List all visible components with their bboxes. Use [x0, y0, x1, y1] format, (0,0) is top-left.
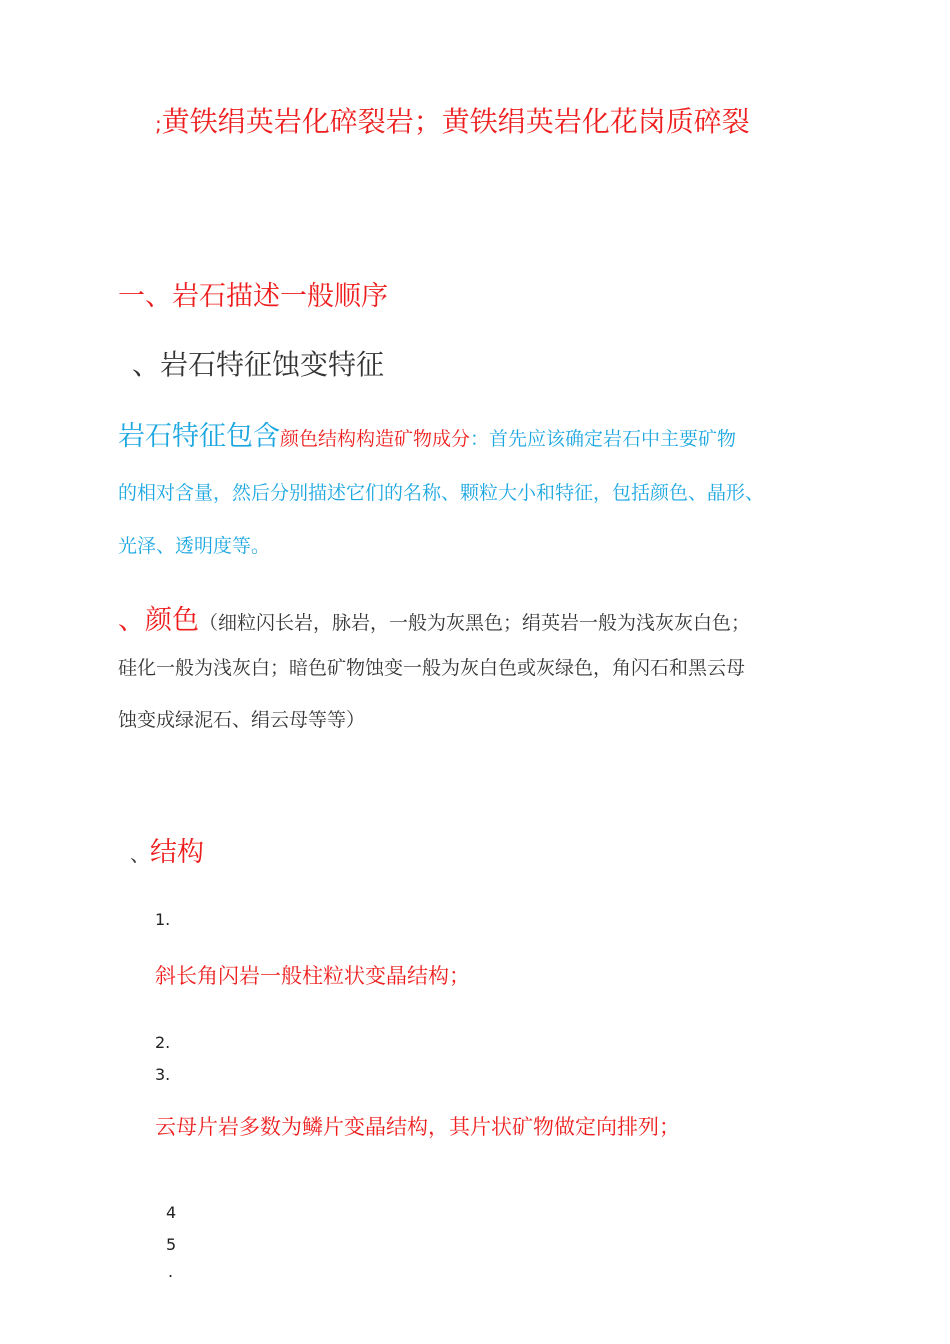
color-line-1-text: （细粒闪长岩，脉岩，一般为灰黑色；绢英岩一般为浅灰灰白色； — [199, 612, 751, 634]
list-item-3: 云母片岩多数为鳞片变晶结构，其片状矿物做定向排列； — [155, 1115, 680, 1139]
list-number-2: 2. — [155, 1033, 171, 1052]
features-line-3: 光泽、透明度等。 — [118, 535, 271, 557]
structure-heading-text: 结构 — [150, 837, 204, 868]
color-line-2: 硅化一般为浅灰白；暗色矿物蚀变一般为灰白色或灰绿色，角闪石和黑云母 — [118, 657, 746, 679]
color-line-1 — [118, 598, 750, 637]
section-heading-1: 一、岩石描述一般顺序 — [118, 281, 388, 312]
list-item-1: 斜长角闪岩一般柱粒状变晶结构； — [155, 964, 470, 988]
color-line-3: 蚀变成绿泥石、绢云母等等） — [118, 709, 366, 731]
color-heading: 颜色 — [145, 605, 199, 636]
structure-marker: 、 — [130, 842, 150, 866]
list-number-3: 3. — [155, 1065, 171, 1084]
features-lead: 岩石特征包含 — [118, 421, 280, 452]
features-line-2: 的相对含量，然后分别描述它们的名称、颗粒大小和特征，包括颜色、晶形、 — [118, 482, 765, 504]
title-text: 黄铁绢英岩化碎裂岩；黄铁绢英岩化花岗质碎裂 — [161, 105, 750, 138]
list-trailing-dot: . — [168, 1262, 174, 1281]
section-subheading: 、岩石特征蚀变特征 — [132, 348, 385, 381]
list-number-4: 4 — [166, 1203, 177, 1222]
features-line-1-rest: ：首先应该确定岩石中主要矿物 — [470, 428, 737, 450]
features-red-part: 颜色结构构造矿物成分 — [280, 428, 471, 450]
features-line-1 — [118, 414, 736, 453]
list-number-5: 5 — [166, 1235, 177, 1254]
document-title — [155, 100, 750, 140]
color-marker: 、 — [118, 605, 145, 636]
structure-heading — [130, 830, 204, 869]
list-number-1: 1. — [155, 910, 171, 929]
title-lead: ; — [155, 112, 162, 136]
